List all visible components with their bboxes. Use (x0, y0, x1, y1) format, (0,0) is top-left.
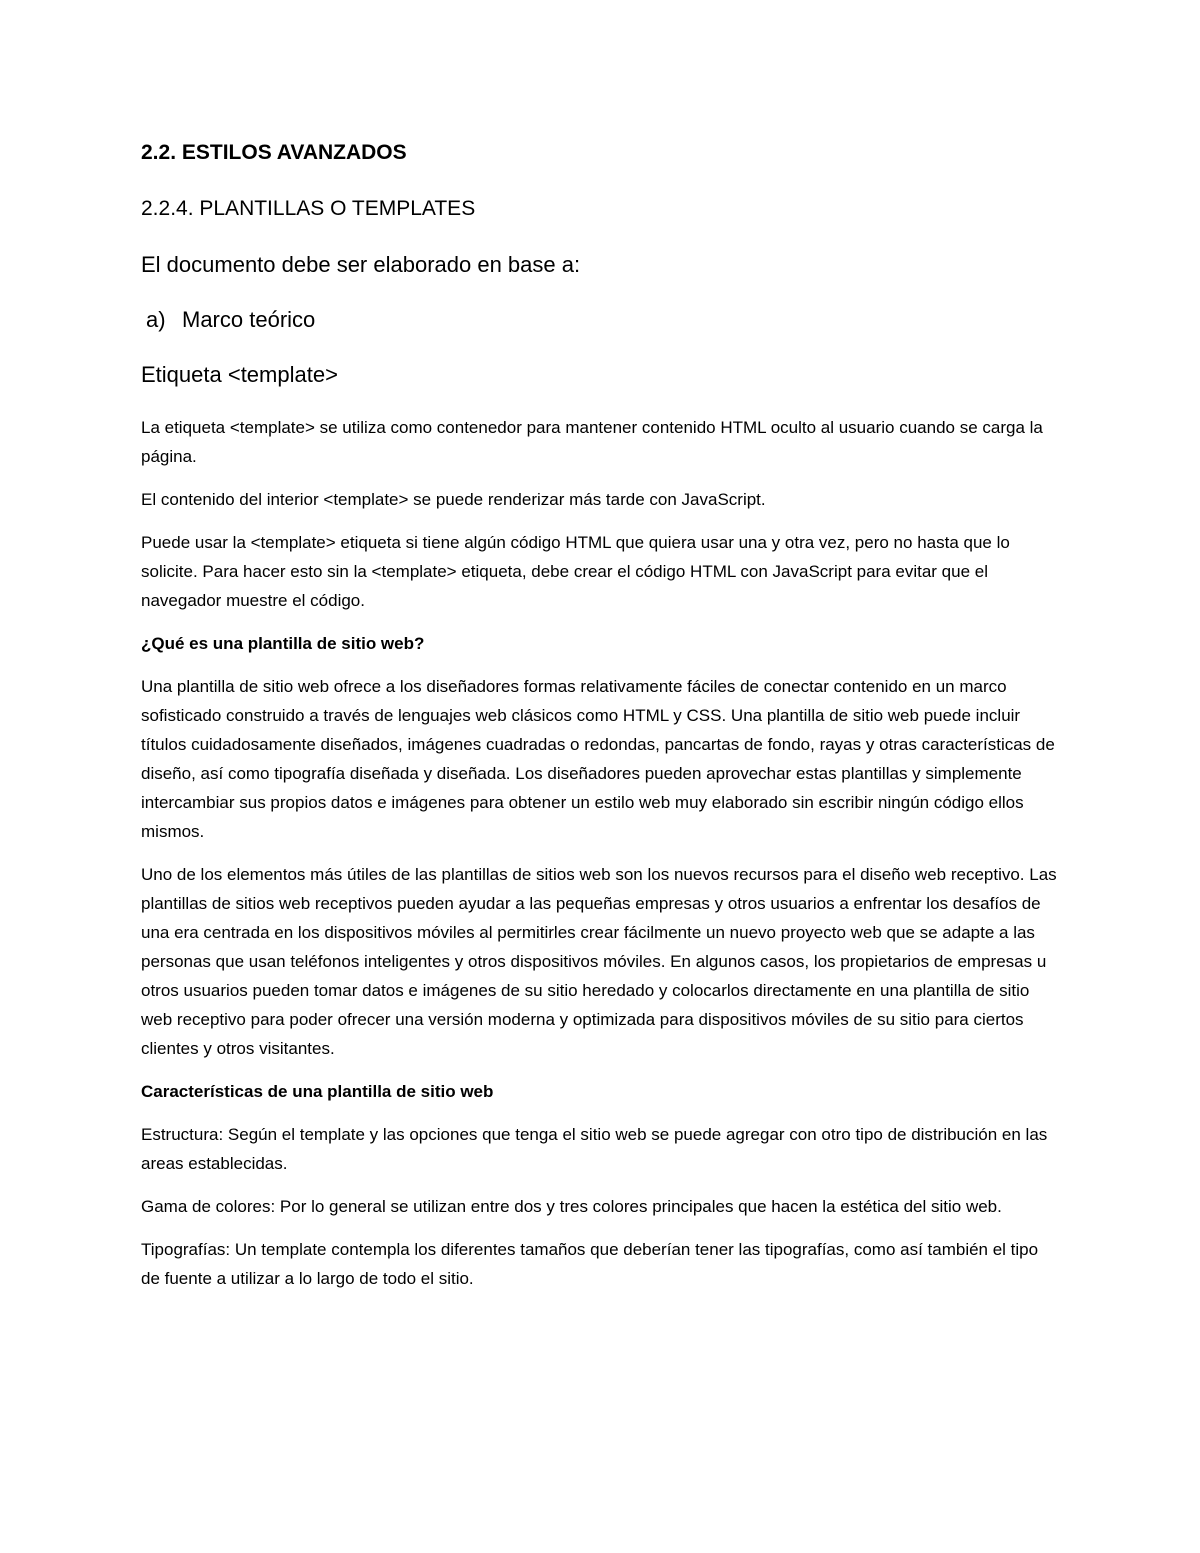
section-heading: 2.2. ESTILOS AVANZADOS (141, 141, 407, 164)
paragraph: El contenido del interior <template> se puede renderizar más tarde con JavaScript. (141, 490, 766, 509)
features-heading: Características de una plantilla de sitio web (141, 1082, 494, 1101)
document-page (141, 138, 1061, 1307)
list-marker: a) (146, 307, 166, 332)
question-heading: ¿Qué es una plantilla de sitio web? (141, 634, 425, 653)
intro-line: El documento debe ser elaborado en base a: (141, 252, 581, 277)
paragraph: Estructura: Según el template y las opciones que tenga el sitio web se puede agregar con otro tipo de distribución en las areas establecidas. (141, 1125, 1048, 1173)
paragraph: Uno de los elementos más útiles de las plantillas de sitios web son los nuevos recursos para el diseño web receptivo. Las plantillas de sitios web receptivos pueden ayudar a las pequeñas empresas y otros usuarios a enfrentar los desafíos de una era centrada en los dispositivos móviles al permitirles crear fácilmente un nuevo proyecto web que se adapte a las personas que usan teléfonos inteligentes y otros dispositivos móviles. En algunos casos, los propietarios de empresas u otros usuarios pueden tomar datos e imágenes de su sitio heredado y colocarlos directamente en una plantilla de sitio web receptivo para poder ofrecer una versión moderna y optimizada para dispositivos móviles de su sitio para ciertos clientes y otros visitantes. (141, 865, 1057, 1058)
paragraph: Una plantilla de sitio web ofrece a los diseñadores formas relativamente fáciles de conectar contenido en un marco sofisticado construido a través de lenguajes web clásicos como HTML y CSS. Una plantilla de sitio web puede incluir títulos cuidadosamente diseñados, imágenes cuadradas o redondas, pancartas de fondo, rayas y otras características de diseño, así como tipografía diseñada y diseñada. Los diseñadores pueden aprovechar estas plantillas y simplemente intercambiar sus propios datos e imágenes para obtener un estilo web muy elaborado sin escribir ningún código ellos mismos. (141, 677, 1055, 841)
list-item (146, 305, 1061, 335)
paragraph: Puede usar la <template> etiqueta si tiene algún código HTML que quiera usar una y otra vez, pero no hasta que lo solicite. Para hacer esto sin la <template> etiqueta, debe crear el código HTML con JavaScript para evitar que el navegador muestre el código. (141, 533, 1010, 610)
paragraph: Tipografías: Un template contempla los diferentes tamaños que deberían tener las tipografías, como así también el tipo de fuente a utilizar a lo largo de todo el sitio. (141, 1240, 1039, 1288)
etiqueta-heading: Etiqueta <template> (141, 362, 338, 387)
paragraph: Gama de colores: Por lo general se utilizan entre dos y tres colores principales que hacen la estética del sitio web. (141, 1197, 1002, 1216)
subsection-heading: 2.2.4. PLANTILLAS O TEMPLATES (141, 197, 476, 220)
paragraph: La etiqueta <template> se utiliza como contenedor para mantener contenido HTML oculto al usuario cuando se carga la página. (141, 418, 1043, 466)
list-item-text: Marco teórico (182, 307, 316, 332)
